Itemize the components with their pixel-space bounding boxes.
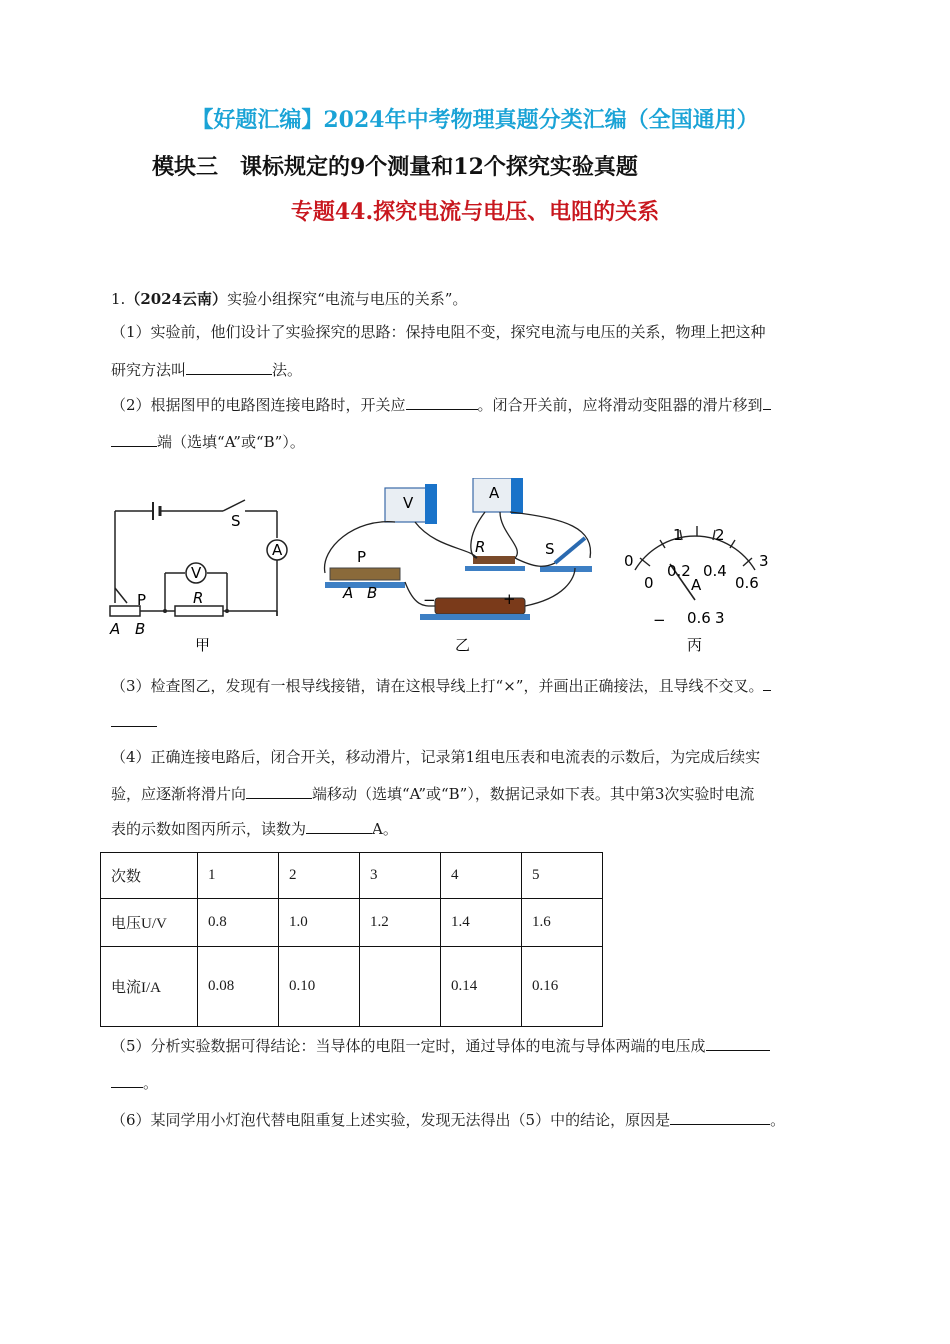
label-V-yi: V <box>403 494 414 512</box>
table-cell: 1.6 <box>522 899 603 947</box>
q2-text-a: （2）根据图甲的电路图连接电路时，开关应 <box>111 396 406 414</box>
label-plus-yi: + <box>503 590 516 608</box>
label-S-jia: S <box>231 512 241 530</box>
q1-answer-blank[interactable] <box>186 360 272 375</box>
rheostat-base <box>325 582 405 588</box>
table-cell: 1.0 <box>279 899 360 947</box>
q5-answer-blank-b[interactable] <box>111 1073 143 1088</box>
caption-yi: 乙 <box>455 636 471 654</box>
switch-base <box>540 566 592 572</box>
label-B-jia: B <box>135 620 146 638</box>
table-cell: 电流I/A <box>101 947 198 1027</box>
caption-jia: 甲 <box>195 636 211 654</box>
voltmeter-side <box>425 484 437 524</box>
q5-text: （5）分析实验数据可得结论：当导体的电阻一定时，通过导体的电流与导体两端的电压成 <box>111 1037 706 1055</box>
q1-text-b: 法。 <box>272 361 303 379</box>
q6-text: （6）某同学用小灯泡代替电阻重复上述实验，发现无法得出（5）中的结论，原因是 <box>111 1111 671 1129</box>
label-R-jia: R <box>193 589 204 607</box>
q4-answer-blank-1[interactable] <box>246 784 312 799</box>
q4-text-d: A。 <box>372 820 398 838</box>
table-header-cell: 3 <box>360 853 441 899</box>
table-cell: 1.2 <box>360 899 441 947</box>
dial-unit: A <box>691 576 702 594</box>
label-R-yi: R <box>475 538 486 556</box>
q3-answer-blank-b[interactable] <box>111 712 157 727</box>
terminal-0-6: 0.6 <box>687 609 711 627</box>
q3-line1 <box>111 675 771 697</box>
q1-text-a: 研究方法叫 <box>111 361 187 379</box>
q6-text-end: 。 <box>770 1111 786 1129</box>
table-header-cell: 次数 <box>101 853 198 899</box>
caption-bing: 丙 <box>687 636 703 654</box>
resistor-icon <box>473 556 515 564</box>
q4-line2 <box>111 783 754 805</box>
table-cell: 1.4 <box>441 899 522 947</box>
table-cell-empty[interactable] <box>360 947 441 1027</box>
q3-text: （3）检查图乙，发现有一根导线接错，请在这根导线上打“×”，并画出正确接法，且导线不交叉。 <box>111 677 764 695</box>
table-cell: 电压U/V <box>101 899 198 947</box>
q5-answer-blank-a[interactable] <box>706 1036 770 1051</box>
table-cell: 0.10 <box>279 947 360 1027</box>
topic-title: 专题44.探究电流与电压、电阻的关系 <box>290 199 660 225</box>
junction-right <box>225 609 229 613</box>
scale-bottom-0-2: 0.2 <box>667 562 691 580</box>
page-title: 【好题汇编】2024年中考物理真题分类汇编（全国通用） <box>191 107 759 133</box>
label-A-meter-jia: A <box>272 541 283 559</box>
label-minus-yi: − <box>423 591 436 609</box>
data-table <box>100 852 603 1027</box>
q2-answer-blank-1[interactable] <box>406 395 478 410</box>
q2-answer-blank-2a[interactable] <box>763 395 771 410</box>
table-row <box>101 947 603 1027</box>
label-P-yi: P <box>357 548 367 566</box>
table-header-cell: 1 <box>198 853 279 899</box>
junction-left <box>163 609 167 613</box>
table-cell: 0.16 <box>522 947 603 1027</box>
label-V-jia: V <box>191 564 202 582</box>
label-A-jia: A <box>110 620 121 638</box>
question-number: 1. <box>111 290 126 308</box>
table-cell: 0.08 <box>198 947 279 1027</box>
q2-text-b: 。闭合开关前，应将滑动变阻器的滑片移到 <box>477 396 763 414</box>
table-header-row <box>101 853 603 899</box>
terminal-3: 3 <box>715 609 725 627</box>
q3-answer-blank-a[interactable] <box>763 676 771 691</box>
table-header-cell: 4 <box>441 853 522 899</box>
label-B-yi: B <box>367 584 378 602</box>
question-stem <box>111 288 467 310</box>
scale-top-2: 2 <box>715 526 725 544</box>
module-title: 模块三 课标规定的9个测量和12个探究实验真题 <box>152 154 638 180</box>
q5-line1 <box>111 1035 770 1057</box>
table-row <box>101 899 603 947</box>
q2-text-c: 端（选填“A”或“B”）。 <box>157 433 305 451</box>
q5-line2 <box>111 1072 158 1094</box>
resistor-base <box>465 566 525 571</box>
label-A-meter-yi: A <box>489 484 500 502</box>
switch-lever-icon <box>555 538 585 563</box>
q1-line2 <box>111 359 302 381</box>
circuit-figures <box>105 478 805 658</box>
scale-top-0: 0 <box>624 552 634 570</box>
terminal-minus: − <box>653 611 666 629</box>
battery-base <box>420 614 530 620</box>
scale-top-1: 1 <box>673 526 683 544</box>
q4-line3 <box>111 818 398 840</box>
scale-top-3: 3 <box>759 552 769 570</box>
table-cell: 0.14 <box>441 947 522 1027</box>
label-S-yi: S <box>545 540 555 558</box>
ammeter-side <box>511 478 523 514</box>
q4-text-a: 验，应逐渐将滑片向 <box>111 785 247 803</box>
q2-line2 <box>111 431 305 453</box>
table-cell: 0.8 <box>198 899 279 947</box>
q6-answer-blank[interactable] <box>670 1110 770 1125</box>
question-source: （2024云南） <box>125 290 228 308</box>
scale-bottom-0-6: 0.6 <box>735 574 759 592</box>
scale-bottom-0: 0 <box>644 574 654 592</box>
q4-text-b: 端移动（选填“A”或“B”），数据记录如下表。其中第3次实验时电流 <box>312 785 755 803</box>
q1-line1: （1）实验前，他们设计了实验探究的思路：保持电阻不变，探究电流与电压的关系，物理上把这种 <box>111 323 766 341</box>
q4-text-c: 表的示数如图丙所示，读数为 <box>111 820 307 838</box>
q5-text-end: 。 <box>143 1074 159 1092</box>
question-stem-text: 实验小组探究“电流与电压的关系”。 <box>227 290 468 308</box>
rheostat-icon <box>330 568 400 580</box>
q2-answer-blank-2b[interactable] <box>111 432 157 447</box>
q4-answer-blank-2[interactable] <box>306 819 372 834</box>
q3-line2 <box>111 711 157 733</box>
scale-bottom-0-4: 0.4 <box>703 562 727 580</box>
label-A-yi: A <box>343 584 354 602</box>
label-P-jia: P <box>137 591 147 609</box>
table-header-cell: 2 <box>279 853 360 899</box>
table-header-cell: 5 <box>522 853 603 899</box>
q4-line1: （4）正确连接电路后，闭合开关，移动滑片，记录第1组电压表和电流表的示数后，为完成后续实 <box>111 748 761 766</box>
q2-line1 <box>111 394 771 416</box>
q6-line1 <box>111 1109 785 1131</box>
